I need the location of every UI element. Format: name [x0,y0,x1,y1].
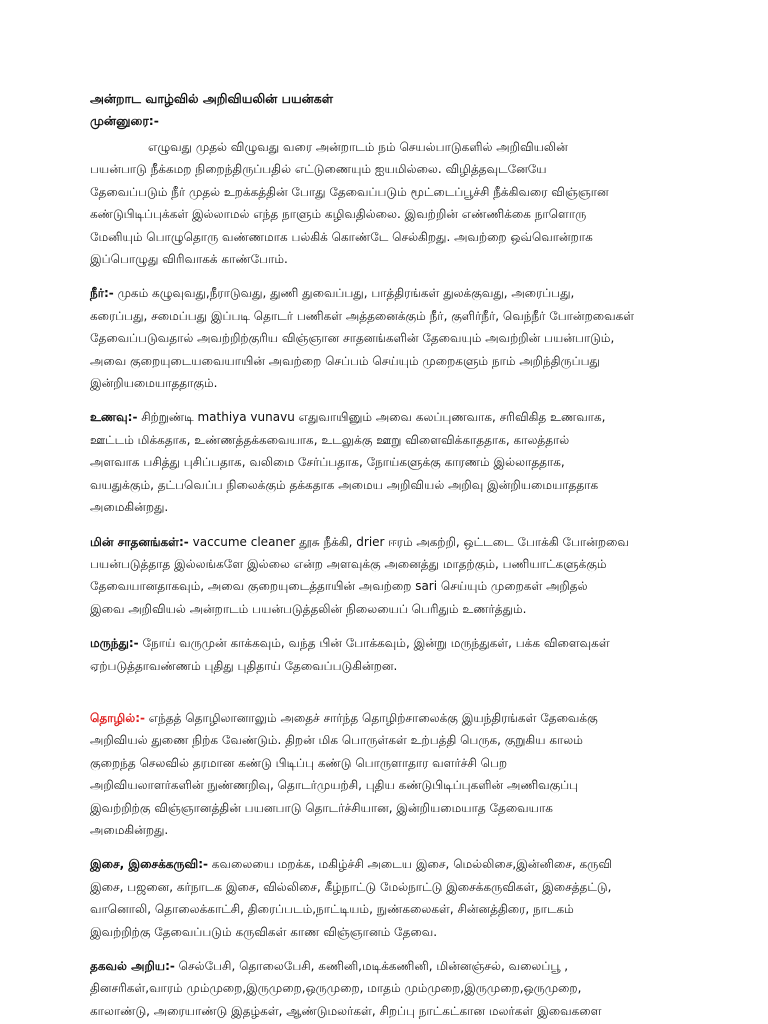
intro-line: பயன்பாடு நீக்கமற நிறைந்திருப்பதில் எட்டுணையும் ஐயமில்லை. விழித்தவுடனேயே [90,162,547,177]
intro-line: தேவைப்படும் நீர் முதல் உறக்கத்தின் போது தேவைப்படும் மூட்டைப்பூச்சி நீக்கிவரை விஞ்ஞான [90,184,609,199]
section-heading: தொழில்:- [90,710,145,725]
section-music-instruments [90,853,690,943]
section-electrical-appliances [90,531,690,621]
section-line: தேவைப்படுவதால் அவற்றிற்குரிய விஞ்ஞான சாதனங்களின் தேவையும் அவற்றின் பயன்பாடும், [90,331,615,346]
section-line: செல்பேசி, தொலைபேசி, கணினி,மடிக்கணினி, மின்னஞ்சல், வலைப்பூ , [174,959,569,973]
section-line: முகம் கழுவுவது,நீராடுவது, துணி துவைப்பது, பாத்திரங்கள் துலக்குவது, அரைப்பது, [113,286,575,301]
section-heading: மருந்து:- [90,636,139,651]
section-line: அவை குறையுடையவையாயின் அவற்றை செப்பம் செய்யும் முறைகளும் நாம் அறிந்திருப்பது [90,353,600,368]
section-line: அமைகின்றது. [90,822,169,837]
section-medicine [90,632,690,677]
section-heading: உணவு:- [90,410,138,425]
intro-line: மேனியும் பொழுதொரு வண்ணமாக பல்கிக் கொண்டே செல்கிறது. அவற்றை ஒவ்வொன்றாக [90,229,593,244]
section-water [90,282,690,394]
section-heading: தகவல் அறிய:- [90,959,175,973]
intro-paragraph [90,136,690,270]
intro-line: கண்டுபிடிப்புக்கள் இல்லாமல் எந்த நாளும் கழிவதில்லை. இவற்றின் எண்ணிக்கை நாளொரு [90,207,587,222]
section-line: வயதுக்கும், தட்பவெப்ப நிலைக்கும் தக்கதாக அமைய அறிவியல் அறிவு இன்றியமையாததாக [90,477,599,492]
document-title: அன்றாட வாழ்வில் அறிவியலின் பயன்கள் [90,91,334,106]
section-line: அறிவியல் துணை நிற்க வேண்டும். திறன் மிக பொருள்கள் உற்பத்தி பெருக, குறுகிய காலம் [90,733,583,748]
intro-heading: முன்னுரை:- [90,113,159,128]
section-industry [90,707,690,841]
section-line: இன்றியமையாததாகும். [90,376,218,391]
section-line: அமைகின்றது. [90,500,169,515]
section-line: இவற்றிற்கு தேவைப்படும் கருவிகள் காண விஞ்ஞானம் தேவை. [90,924,438,939]
intro-line: இப்பொழுது விரிவாகக் காண்போம். [90,252,288,267]
section-line: சிற்றுண்டி mathiya vunavu எதுவாயினும் அவை கலப்புணவாக, சரிவிகித உணவாக, [137,410,606,425]
section-heading: மின் சாதனங்கள்:- [90,534,189,549]
section-heading: இசை, இசைக்கருவி:- [90,857,208,872]
section-line: அறிவியலாளர்களின் நுண்ணறிவு, தொடர்முயற்சி, புதிய கண்டுபிடிப்புகளின் அணிவகுப்பு [90,778,579,793]
section-line: இசை, பஜனை, கர்நாடக இசை, வில்லிசை, கீழ்நாட்டு மேல்நாட்டு இசைக்கருவிகள், இசைத்தட்டு, [90,879,612,894]
section-line: இவற்றிற்கு விஞ்ஞானத்தின் பயனபாடு தொடர்ச்சியான, இன்றியமையாத தேவையாக [90,800,553,815]
section-line: தினசரிகள்,வாரம் மும்முறை,இருமுறை,ஒருமுறை, மாதம் மும்முறை,இருமுறை,ஒருமுறை, [90,981,582,996]
section-line: கரைப்பது, சமைப்பது இப்படி தொடர் பணிகள் அத்தனைக்கும் நீர், குளிர்நீர், வெந்நீர் போன்றவைகள் [90,308,635,323]
section-line: குறைந்த செலவில் தரமான கண்டு பிடிப்பு கண்டு பொருளாதார வளர்ச்சி பெற [90,755,508,770]
section-line: vaccume cleaner தூசு நீக்கி, drier ஈரம் அகற்றி, ஒட்டடை போக்கி போன்றவை [188,534,629,549]
section-food [90,406,690,518]
section-line: எந்தத் தொழிலானாலும் அதைச் சார்ந்த தொழிற்சாலைக்கு இயந்திரங்கள் தேவைக்கு [144,710,598,725]
document-body [90,88,690,1022]
section-line: தேவையானதாகவும், அவை குறையுடைத்தாயின் அவற்றை sari செய்யும் முறைகள் அறிதல் [90,579,588,594]
section-line: கவலையை மறக்க, மகிழ்ச்சி அடைய இசை, மெல்லிசை,இன்னிசை, கருவி [207,857,612,872]
section-heading: நீர்:- [90,286,114,301]
section-line: இவை அறிவியல் அன்றாடம் பயன்படுத்தலின் நிலையைப் பெரிதும் உணர்த்தும். [90,601,527,616]
section-line: அளவாக பசித்து புசிப்பதாக, வலிமை சேர்ப்பதாக, நோய்களுக்கு காரணம் இல்லாததாக, [90,455,565,470]
section-line: வானொலி, தொலைக்காட்சி, திரைப்படம்,நாட்டியம், நுண்கலைகள், சின்னத்திரை, நாடகம் [90,902,574,917]
section-line: நோய் வருமுன் காக்கவும், வந்த பின் போக்கவும், இன்று மருந்துகள், பக்க விளைவுகள் [138,636,610,651]
section-information [90,955,690,1022]
section-line: பயன்படுத்தாத இல்லங்களே இல்லை என்ற அளவுக்கு அனைத்து மாதற்கும், பணியாட்களுக்கும் [90,556,607,571]
intro-line: எழுவது முதல் விழுவது வரை அன்றாடம் நம் செயல்பாடுகளில் அறிவியலின் [148,140,568,154]
section-line: ஏற்படுத்தாவண்ணம் புதிது புதிதாய் தேவைப்படுகின்றன. [90,658,398,673]
section-line: காலாண்டு, அரையாண்டு இதழ்கள், ஆண்டுமலர்கள், சிறப்பு நாட்கட்கான மலர்கள் இவைகளை [90,1003,602,1018]
section-line: ஊட்டம் மிக்கதாக, உண்ணத்தக்கவையாக, உடலுக்கு ஊறு விளைவிக்காததாக, காலத்தால் [90,432,570,447]
